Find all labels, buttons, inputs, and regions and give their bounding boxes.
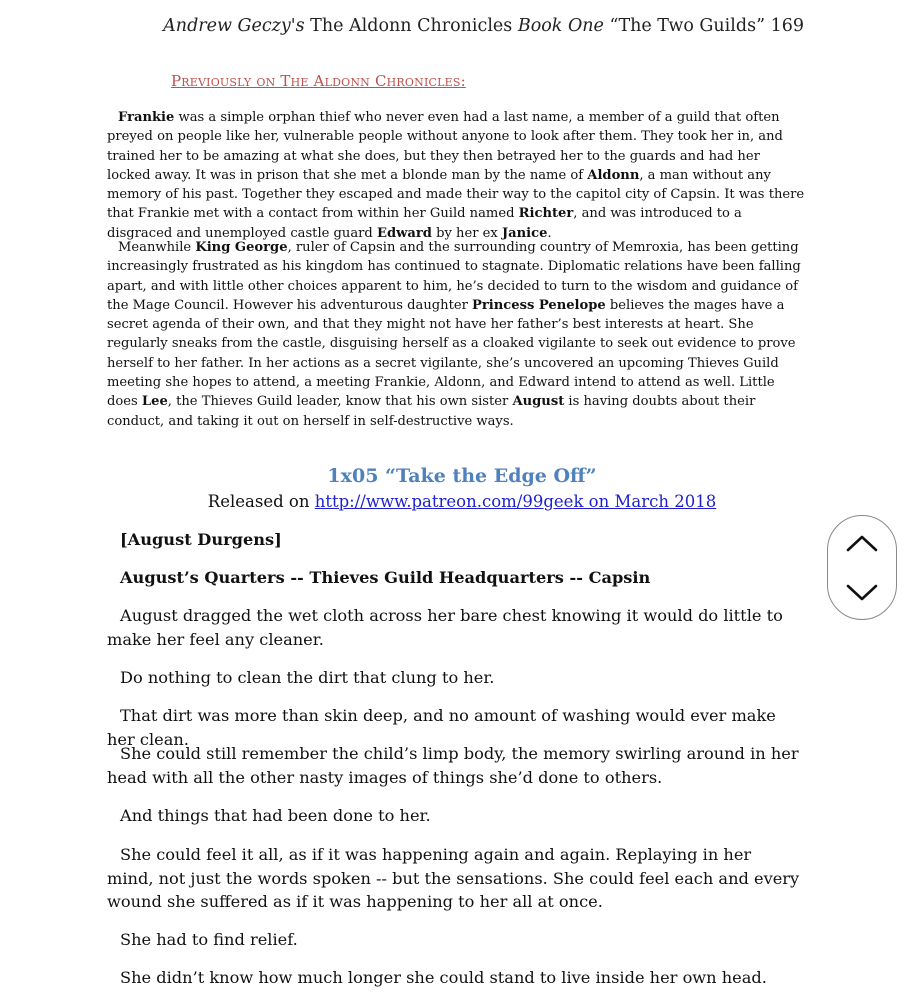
- recap-text-run: , and was introduced to a disgraced and unemployed castle guard: [107, 206, 742, 241]
- patreon-link[interactable]: http://www.patreon.com/99geek on March 2018: [314, 492, 717, 511]
- story-paragraph: And things that had been done to her.: [120, 806, 431, 825]
- character-name: Edward: [376, 225, 432, 241]
- recap-text-run: Meanwhile: [118, 240, 196, 255]
- recap-text-run: , a man without any memory of his past. Together they escaped and made their way to the capitol city of Capsin. It was there that Frankie met with a contact from within her Guild named: [107, 167, 805, 222]
- episode-title: 1x05 “Take the Edge Off”: [327, 465, 597, 487]
- page-number: 169: [770, 16, 804, 36]
- header-book: Book One: [517, 16, 604, 36]
- story-paragraph: She didn’t know how much longer she could stand to live inside her own head.: [120, 968, 767, 987]
- recap-text: [107, 238, 807, 431]
- header-author: Andrew Geczy's: [163, 16, 305, 36]
- character-name: Lee: [141, 394, 168, 410]
- recap-text: [107, 108, 807, 243]
- chevron-down-icon: [845, 583, 879, 603]
- chevron-up-icon: [845, 533, 879, 553]
- recap-text-run: by her ex: [431, 225, 502, 241]
- story-paragraph: She could still remember the child’s limp body, the memory swirling around in her head with all the other nasty images of things she’d done to others.: [107, 744, 799, 787]
- header-series: The Aldonn Chronicles: [310, 16, 513, 36]
- recap-paragraph-2: [107, 238, 807, 431]
- story-paragraph: She could feel it all, as if it was happening again and again. Replaying in her mind, not just the words spoken -- but the sensations. She could feel each and every wound she suffered as if it was happening to her all at once.: [107, 845, 800, 911]
- recap-text-run: believes the mages have a secret agenda of their own, and that they might not have her father’s best interests at heart. She regularly sneaks from the castle, disguising herself as a cloaked vigilante to seek out evidence to prove herself to her father. In her actions as a secret vigilante, she’s uncovered an upcoming Thieves Guild meeting she hopes to attend, a meeting Frankie, Aldonn, and Edward intend to attend as well. Little does: [107, 297, 796, 410]
- page-navigation: [827, 515, 897, 620]
- story-paragraph: Do nothing to clean the dirt that clung to her.: [120, 668, 495, 687]
- story-paragraph: August dragged the wet cloth across her bare chest knowing it would do little to make her feel any cleaner.: [107, 606, 783, 649]
- character-name: King George: [195, 240, 288, 255]
- scroll-down-button[interactable]: [828, 568, 896, 618]
- pov-heading: [August Durgens]: [120, 530, 282, 549]
- release-line: [0, 492, 911, 511]
- character-name: Frankie: [118, 110, 175, 125]
- recap-text-run: was a simple orphan thief who never even had a last name, a member of a guild that often preyed on people like her, vulnerable people without anyone to look after them. They took her in, and trained her to be amazing at what she does, but they then betrayed her to the guards and had her locked away. It was in prison that she met a blonde man by the name of: [107, 110, 783, 183]
- location-heading: August’s Quarters -- Thieves Guild Headquarters -- Capsin: [120, 568, 651, 587]
- recap-text-run: is having doubts about their conduct, and taking it out on herself in self-destructive ways.: [107, 394, 756, 429]
- recap-text-run: , ruler of Capsin and the surrounding country of Memroxia, has been getting increasingly frustrated as his kingdom has continued to stagnate. Diplomatic relations have been falling apart, and with little other choices apparent to him, he’s decided to turn to the wisdom and guidance of the Mage Council. However his adventurous daughter: [107, 240, 801, 313]
- recap-paragraph-1: [107, 108, 807, 243]
- header-subtitle: “The Two Guilds”: [609, 16, 766, 36]
- recap-text-run: , the Thieves Guild leader, know that his own sister: [167, 394, 513, 410]
- character-name: August: [512, 394, 565, 410]
- story-paragraph: She had to find relief.: [120, 930, 298, 949]
- character-name: Richter: [518, 206, 574, 222]
- character-name: Aldonn: [587, 167, 640, 183]
- story-paragraph: That dirt was more than skin deep, and no amount of washing would ever make her clean.: [107, 706, 776, 749]
- scroll-up-button[interactable]: [828, 518, 896, 568]
- recap-text-run: .: [547, 225, 552, 241]
- character-name: Janice: [501, 225, 548, 241]
- recap-title: Previously on The Aldonn Chronicles:: [171, 72, 466, 90]
- release-prefix: Released on: [207, 492, 315, 511]
- character-name: Princess Penelope: [472, 297, 606, 313]
- page-header: [163, 16, 804, 36]
